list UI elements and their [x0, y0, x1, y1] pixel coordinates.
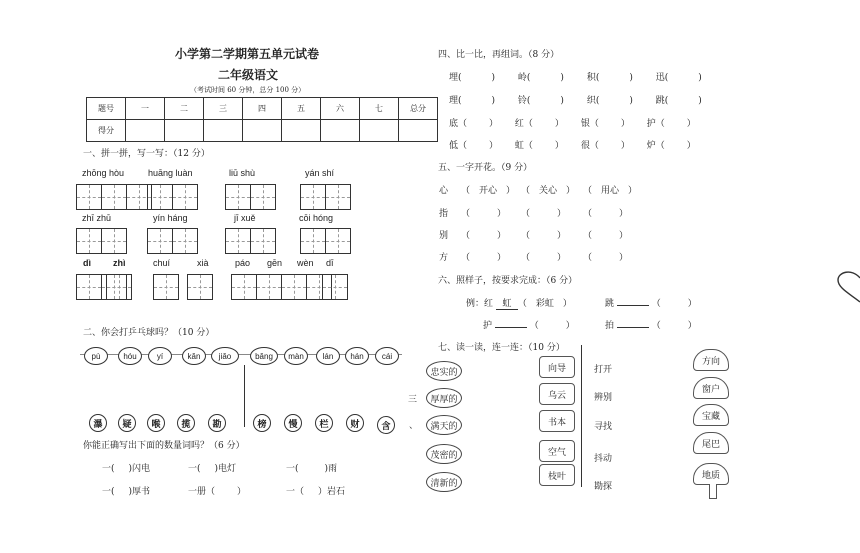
noun-mushroom[interactable]: 宝藏: [693, 404, 729, 426]
compare-row: 底（ ） 红（ ） 银（ ） 护（ ）: [449, 119, 696, 129]
pinyin-label: chuí: [153, 258, 171, 268]
character-circle[interactable]: 揽: [177, 414, 195, 432]
pinyin-label: jī xuě: [234, 213, 256, 223]
mid-word-box[interactable]: 向导: [539, 356, 575, 378]
exam-title: 小学第二学期第五单元试卷: [175, 47, 320, 61]
exam-note: （考试时间 60 分钟，总分 100 分）: [190, 86, 306, 94]
stem-line: [581, 345, 582, 487]
flower-row: 心 （ 开心 ） （ 关心 ） （ 用心 ）: [439, 186, 638, 196]
score-row-header: [87, 98, 438, 120]
verb-leaf[interactable]: 寻找: [594, 422, 613, 432]
writing-grid[interactable]: [225, 228, 276, 254]
character-circle[interactable]: 疑: [118, 414, 136, 432]
pingpong-ball[interactable]: cái: [375, 347, 399, 365]
score-cell: 一: [126, 98, 165, 120]
score-cell[interactable]: [204, 120, 243, 142]
character-circle[interactable]: 含: [377, 416, 395, 434]
pingpong-ball[interactable]: hán: [345, 347, 369, 365]
pingpong-ball[interactable]: pù: [84, 347, 108, 365]
pinyin-label: gēn: [267, 258, 283, 268]
pingpong-ball[interactable]: màn: [284, 347, 308, 365]
compare-row: 埋( ) 岭( ) 积( ) 迅( ): [449, 73, 702, 83]
measure-item: 一册（ ）: [188, 487, 247, 497]
writing-grid[interactable]: [322, 274, 348, 300]
pinyin-label: páo: [235, 258, 251, 268]
noun-mushroom[interactable]: 尾巴: [693, 432, 729, 454]
pingpong-ball[interactable]: lán: [316, 347, 340, 365]
score-cell[interactable]: [243, 120, 282, 142]
mid-word-box[interactable]: 枝叶: [539, 464, 575, 486]
mid-word-box[interactable]: 书本: [539, 410, 575, 432]
flower-row: 别 （ ） （ ） （ ）: [439, 231, 629, 241]
pingpong-ball[interactable]: hóu: [118, 347, 142, 365]
character-circle[interactable]: 瀑: [89, 414, 107, 432]
pinyin-label: cōi hóng: [299, 213, 334, 223]
q4-heading: 四、比一比，再组词。（8 分）: [438, 50, 560, 60]
character-circle[interactable]: 栏: [315, 414, 333, 432]
q5-heading: 五、一字开花。（9 分）: [438, 163, 533, 173]
pingpong-ball[interactable]: jiǎo: [211, 347, 239, 365]
pinyin-label: yán shí: [305, 168, 335, 178]
q6-heading: 六、照样子，按要求完成：（6 分）: [438, 276, 578, 286]
practice-item[interactable]: 拍 （ ）: [605, 321, 697, 331]
q1-heading: 一、拼一拼，写一写：（12 分）: [83, 149, 210, 159]
noun-mushroom[interactable]: 地质: [693, 463, 729, 485]
compare-row: 低（ ） 虹（ ） 很（ ） 炉（ ）: [449, 141, 696, 151]
character-circle[interactable]: 榜: [253, 414, 271, 432]
compare-row: 理( ) 铃( ) 织( ) 跳( ): [449, 96, 702, 106]
separator-mark: 、: [409, 421, 419, 431]
verb-leaf[interactable]: 打开: [594, 365, 613, 375]
left-word-apple[interactable]: 厚厚的: [426, 388, 462, 408]
practice-item[interactable]: 跳 （ ）: [605, 299, 697, 309]
score-cell[interactable]: [126, 120, 165, 142]
section-number: 三: [408, 395, 418, 405]
score-cell: 六: [321, 98, 360, 120]
character-circle[interactable]: 勘: [208, 414, 226, 432]
measure-item: 一( )厚书: [102, 487, 151, 497]
character-circle[interactable]: 财: [346, 414, 364, 432]
measure-item: 一（ ）岩石: [286, 487, 346, 497]
mushroom-stem: [709, 484, 717, 499]
noun-mushroom[interactable]: 窗户: [693, 377, 729, 399]
writing-grid[interactable]: [187, 274, 213, 300]
writing-grid[interactable]: [76, 184, 152, 210]
pingpong-ball[interactable]: bǎng: [250, 347, 278, 365]
pinyin-label: huāng luàn: [148, 168, 193, 178]
pingpong-ball[interactable]: yí: [148, 347, 172, 365]
pinyin-label: dī: [326, 258, 334, 268]
net-divider: [244, 365, 245, 427]
flower-row: 指 （ ） （ ） （ ）: [439, 209, 629, 219]
verb-leaf[interactable]: 勘探: [594, 482, 613, 492]
writing-grid[interactable]: [300, 184, 351, 210]
pinyin-label: liū shù: [229, 168, 256, 178]
noun-mushroom[interactable]: 方向: [693, 349, 729, 371]
pinyin-label: zhì: [113, 258, 126, 268]
pinyin-label: dì: [83, 258, 91, 268]
left-word-apple[interactable]: 茂密的: [426, 444, 462, 464]
q7-heading: 七、读一读，连一连：（10 分）: [438, 343, 565, 353]
score-cell[interactable]: [399, 120, 438, 142]
score-cell: 三: [204, 98, 243, 120]
q3-heading: 你能正确写出下面的数量词吗？（6 分）: [83, 441, 245, 451]
mid-word-box[interactable]: 空气: [539, 440, 575, 462]
pinyin-label: zhōng hòu: [82, 168, 125, 178]
score-cell: 题号: [87, 98, 126, 120]
measure-item: 一( )闪电: [102, 464, 151, 474]
left-word-apple[interactable]: 清新的: [426, 472, 462, 492]
q2-heading: 二、你会打乒乓球吗？（10 分）: [83, 328, 215, 338]
score-cell[interactable]: [282, 120, 321, 142]
verb-leaf[interactable]: 辨别: [594, 393, 613, 403]
writing-grid[interactable]: [106, 274, 132, 300]
pinyin-label: xià: [197, 258, 209, 268]
score-cell[interactable]: [321, 120, 360, 142]
character-circle[interactable]: 喉: [147, 414, 165, 432]
mid-word-box[interactable]: 乌云: [539, 383, 575, 405]
left-word-apple[interactable]: 满天的: [426, 415, 462, 435]
left-word-apple[interactable]: 忠实的: [426, 361, 462, 381]
flower-row: 方 （ ） （ ） （ ）: [439, 253, 629, 263]
heart-icon: [826, 270, 860, 310]
pingpong-ball[interactable]: kǎn: [182, 347, 206, 365]
score-cell[interactable]: [165, 120, 204, 142]
writing-grid[interactable]: [300, 228, 351, 254]
verb-leaf[interactable]: 抖动: [594, 454, 613, 464]
score-cell: 二: [165, 98, 204, 120]
pinyin-label: zhī zhū: [82, 213, 112, 223]
writing-grid[interactable]: [153, 274, 179, 300]
exam-subtitle: 二年级语文: [218, 68, 279, 82]
pinyin-label: wèn: [297, 258, 314, 268]
score-cell: 总分: [399, 98, 438, 120]
score-cell[interactable]: [360, 120, 399, 142]
practice-item[interactable]: 护 （ ）: [483, 321, 575, 331]
score-cell: 得分: [87, 120, 126, 142]
measure-item: 一( )雨: [286, 464, 338, 474]
example-row: 例：红 虹 （ 彩虹 ）: [466, 296, 572, 310]
character-circle[interactable]: 慢: [284, 414, 302, 432]
score-cell: 四: [243, 98, 282, 120]
writing-grid[interactable]: [147, 228, 198, 254]
writing-grid[interactable]: [147, 184, 198, 210]
measure-item: 一( )电灯: [188, 464, 237, 474]
pinyin-label: yín háng: [153, 213, 188, 223]
score-cell: 五: [282, 98, 321, 120]
score-table: [86, 97, 438, 142]
writing-grid[interactable]: [76, 228, 127, 254]
writing-grid[interactable]: [231, 274, 332, 300]
score-cell: 七: [360, 98, 399, 120]
score-row-values: [87, 120, 438, 142]
writing-grid[interactable]: [225, 184, 276, 210]
